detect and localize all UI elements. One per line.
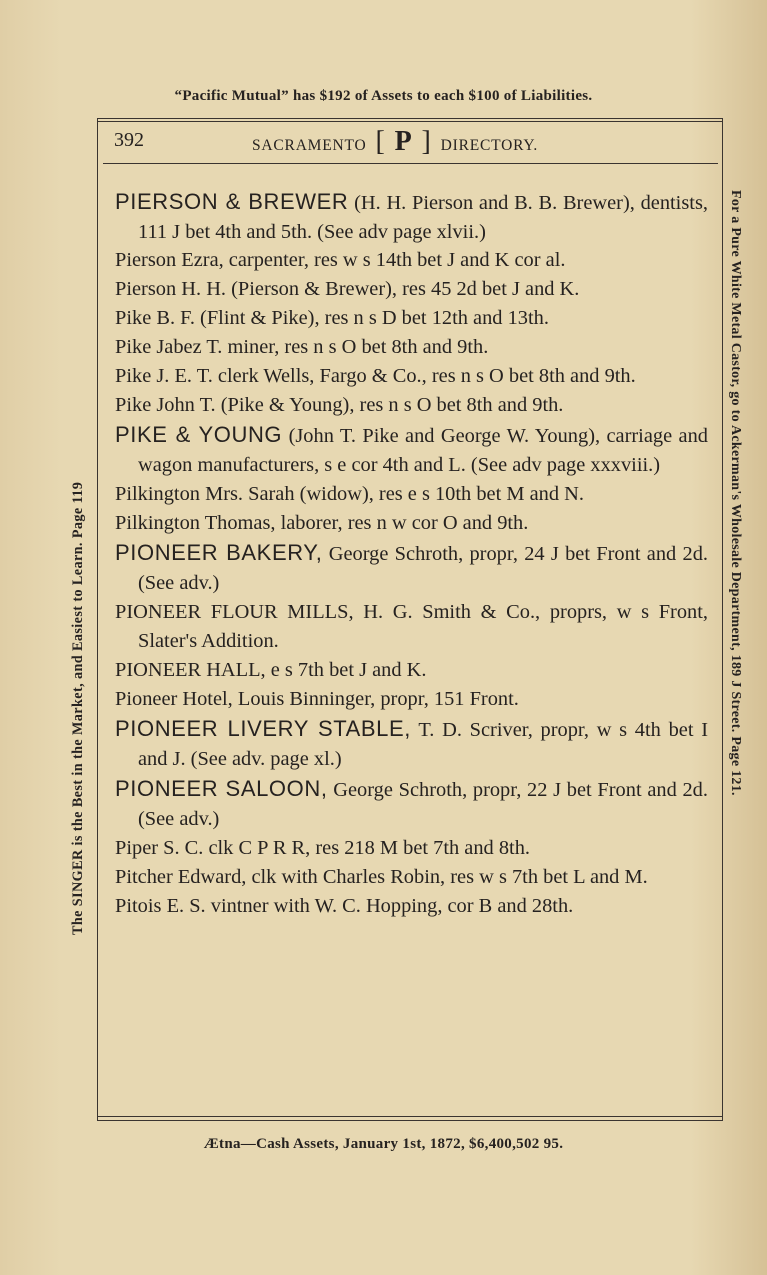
- entry-text: Pioneer Hotel, Louis Binninger, propr, 151 Front.: [115, 688, 519, 710]
- entry-text: T. D. Scriver, propr, w s 4th bet I and J. (See adv. page xl.): [138, 719, 708, 770]
- directory-entry: [115, 187, 708, 247]
- running-head-city: SACRAMENTO: [252, 137, 367, 154]
- entry-text: Pitois E. S. vintner with W. C. Hopping, cor B and 28th.: [115, 895, 574, 917]
- directory-entry: [115, 685, 708, 714]
- bottom-advertisement: Ætna—Cash Assets, January 1st, 1872, $6,400,502 95.: [203, 1136, 564, 1152]
- entry-text: Pike J. E. T. clerk Wells, Fargo & Co., res n s O bet 8th and 9th.: [115, 365, 636, 387]
- directory-entry: [115, 863, 708, 892]
- entry-lead: PIONEER SALOON,: [115, 776, 328, 801]
- entry-lead: PIONEER LIVERY STABLE,: [115, 716, 411, 741]
- directory-entry: [115, 714, 708, 774]
- right-margin-advertisement: For a Pure White Metal Castor, go to Ackerman's Wholesale Department, 189 J Street. Page 121.: [728, 190, 743, 796]
- directory-entry: [115, 834, 708, 863]
- entry-lead: PIERSON & BREWER: [115, 189, 349, 214]
- close-bracket: ]: [421, 126, 432, 157]
- entry-text: (H. H. Pierson and B. B. Brewer), dentists, 111 J bet 4th and 5th. (See adv page xlvii.): [138, 192, 708, 243]
- running-head: [252, 126, 538, 158]
- left-margin-advertisement: The SINGER is the Best in the Market, and Easiest to Learn. Page 119: [70, 481, 86, 935]
- directory-entry: [115, 420, 708, 480]
- entry-text: Pilkington Mrs. Sarah (widow), res e s 10th bet M and N.: [115, 483, 584, 505]
- directory-entry: [115, 774, 708, 834]
- entry-text: Pitcher Edward, clk with Charles Robin, res w s 7th bet L and M.: [115, 866, 648, 888]
- frame-bottom-rule: [97, 1116, 723, 1117]
- entry-text: Pierson H. H. (Pierson & Brewer), res 45 2d bet J and K.: [115, 278, 580, 300]
- entry-text: George Schroth, propr, 22 J bet Front and 2d. (See adv.): [138, 779, 708, 830]
- entry-text: Pike Jabez T. miner, res n s O bet 8th and 9th.: [115, 336, 489, 358]
- entry-text: George Schroth, propr, 24 J bet Front and 2d. (See adv.): [138, 543, 708, 594]
- entry-text: Pike B. F. (Flint & Pike), res n s D bet 12th and 13th.: [115, 307, 549, 329]
- directory-entry: [115, 304, 708, 333]
- entry-lead: PIKE & YOUNG: [115, 422, 283, 447]
- top-advertisement: “Pacific Mutual” has $192 of Assets to each $100 of Liabilities.: [174, 88, 593, 104]
- entry-text: PIONEER FLOUR MILLS, H. G. Smith & Co., proprs, w s Front, Slater's Addition.: [115, 601, 708, 652]
- directory-entry: [115, 480, 708, 509]
- directory-entry: [115, 333, 708, 362]
- header-rule: [103, 163, 718, 164]
- directory-entry: [115, 391, 708, 420]
- entry-text: Piper S. C. clk C P R R, res 218 M bet 7th and 8th.: [115, 837, 530, 859]
- frame-top-rule: [97, 121, 723, 122]
- directory-entry: [115, 275, 708, 304]
- section-letter: P: [394, 126, 413, 157]
- directory-entries: [115, 187, 708, 921]
- entry-text: Pike John T. (Pike & Young), res n s O bet 8th and 9th.: [115, 394, 564, 416]
- directory-entry: [115, 598, 708, 656]
- page-number: 392: [114, 129, 144, 151]
- open-bracket: [: [375, 126, 386, 157]
- directory-entry: [115, 538, 708, 598]
- directory-entry: [115, 362, 708, 391]
- entry-text: Pierson Ezra, carpenter, res w s 14th bet J and K cor al.: [115, 249, 566, 271]
- directory-entry: [115, 509, 708, 538]
- entry-text: (John T. Pike and George W. Young), carriage and wagon manufacturers, s e cor 4th and L. (See adv page xxxviii.): [138, 425, 708, 476]
- entry-lead: PIONEER BAKERY,: [115, 540, 323, 565]
- directory-entry: [115, 246, 708, 275]
- directory-entry: [115, 892, 708, 921]
- running-head-section: DIRECTORY.: [440, 137, 539, 154]
- directory-entry: [115, 656, 708, 685]
- page-header: [114, 125, 709, 159]
- entry-text: Pilkington Thomas, laborer, res n w cor O and 9th.: [115, 512, 529, 534]
- entry-text: PIONEER HALL, e s 7th bet J and K.: [115, 659, 427, 681]
